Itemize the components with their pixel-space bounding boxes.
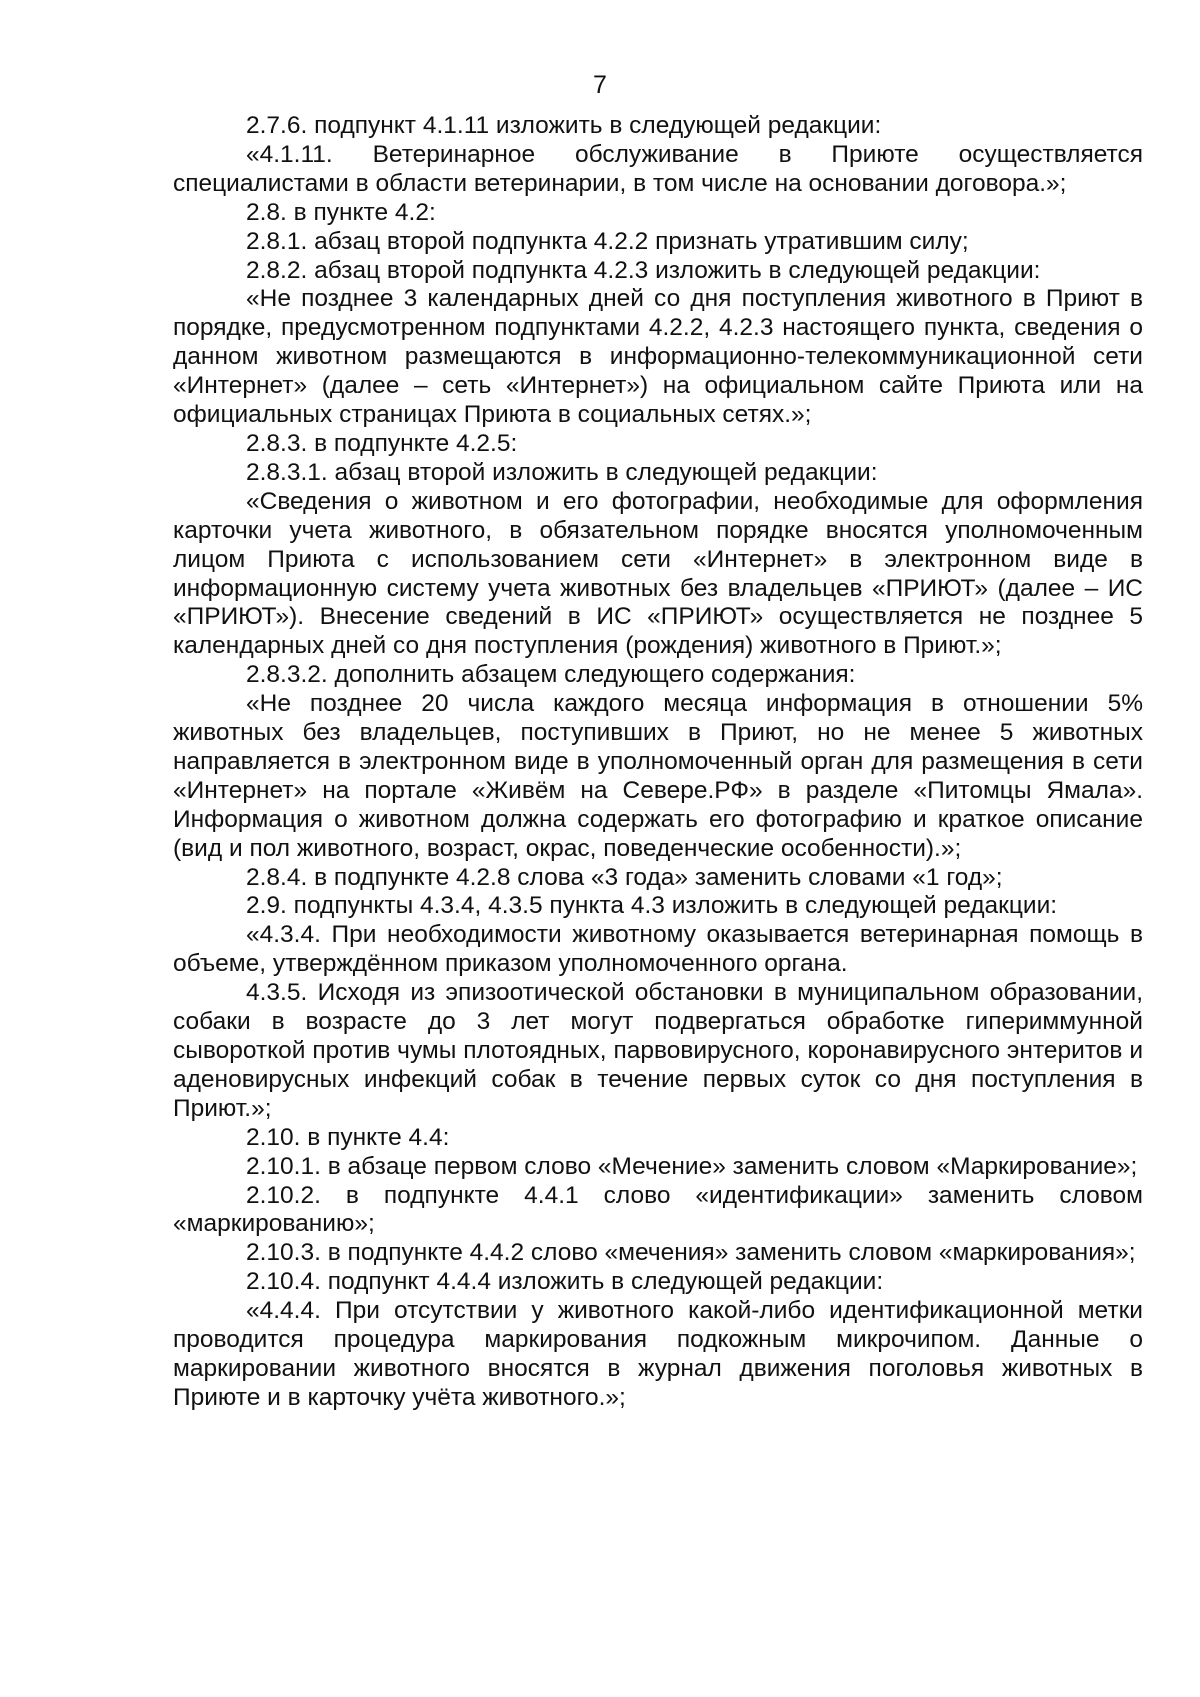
paragraph: 2.8.3. в подпункте 4.2.5: [246, 429, 518, 457]
paragraph: «4.1.11. Ветеринарное обслуживание в Приюте осуществляется специалистами в области ветеринарии, в том числе на основании договора.»; [173, 140, 1143, 197]
paragraph: «4.3.4. При необходимости животному оказывается ветеринарная помощь в объеме, утверждённом приказом уполномоченного органа. [173, 921, 1143, 978]
paragraph: 4.3.5. Исходя из эпизоотической обстановки в муниципальном образовании, собаки в возрасте до 3 лет могут подвергаться обработке гипериммунной сывороткой против чумы плотоядных, парвовирусного, коронавирусного энтеритов и аденовирусных инфекций собак в течение первых суток со дня поступления в Приют.»; [173, 979, 1143, 1122]
paragraph: 2.10.2. в подпункте 4.4.1 слово «идентификации» заменить словом «маркированию»; [173, 1181, 1143, 1238]
page-number: 7 [593, 71, 607, 99]
paragraph: «Не позднее 20 числа каждого месяца информация в отношении 5% животных без владельцев, поступивших в Приют, но не менее 5 животных направляется в электронном виде в уполномоченный орган для размещения в сети «Интернет» на портале «Живём на Севере.РФ» в разделе «Питомцы Ямала». Информация о животном должна содержать его фотографию и краткое описание (вид и пол животного, возраст, окрас, поведенческие особенности).»; [173, 690, 1143, 862]
paragraph: 2.9. подпункты 4.3.4, 4.3.5 пункта 4.3 изложить в следующей редакции: [246, 892, 1058, 920]
paragraph: 2.8.3.2. дополнить абзацем следующего содержания: [246, 661, 856, 689]
paragraph: 2.10.4. подпункт 4.4.4 изложить в следующей редакции: [246, 1268, 884, 1296]
paragraph: 2.7.6. подпункт 4.1.11 изложить в следующей редакции: [246, 112, 882, 139]
paragraph: «Сведения о животном и его фотографии, необходимые для оформления карточки учета животного, в обязательном порядке вносятся уполномоченным лицом Приюта с использованием сети «Интернет» в электронном виде в информационную систему учета животных без владельцев «ПРИЮТ» (далее – ИС «ПРИЮТ»). Внесение сведений в ИС «ПРИЮТ» осуществляется не позднее 5 календарных дней со дня поступления (рождения) животного в Приют.»; [173, 487, 1143, 660]
paragraph: 2.10. в пункте 4.4: [246, 1123, 450, 1151]
paragraph: 2.8.3.1. абзац второй изложить в следующей редакции: [246, 458, 878, 486]
paragraph: 2.10.3. в подпункте 4.4.2 слово «мечения» заменить словом «маркирования»; [246, 1239, 1136, 1267]
paragraph: 2.8. в пункте 4.2: [246, 198, 436, 226]
document-body [173, 112, 1143, 1413]
paragraph: 2.8.4. в подпункте 4.2.8 слова «3 года» заменить словами «1 год»; [246, 863, 1003, 891]
paragraph: 2.8.2. абзац второй подпункта 4.2.3 изложить в следующей редакции: [246, 256, 1041, 284]
paragraph: 2.10.1. в абзаце первом слово «Мечение» заменить словом «Маркирование»; [246, 1152, 1138, 1180]
paragraph: 2.8.1. абзац второй подпункта 4.2.2 признать утратившим силу; [246, 227, 969, 255]
paragraph: «Не позднее 3 календарных дней со дня поступления животного в Приют в порядке, предусмотренном подпунктами 4.2.2, 4.2.3 настоящего пункта, сведения о данном животном размещаются в информационно-телекоммуникационной сети «Интернет» (далее – сеть «Интернет») на официальном сайте Приюта или на официальных страницах Приюта в социальных сетях.»; [173, 285, 1143, 429]
paragraph: «4.4.4. При отсутствии у животного какой-либо идентификационной метки проводится процедура маркирования подкожным микрочипом. Данные о маркировании животного вносятся в журнал движения поголовья животных в Приюте и в карточку учёта животного.»; [173, 1297, 1143, 1411]
